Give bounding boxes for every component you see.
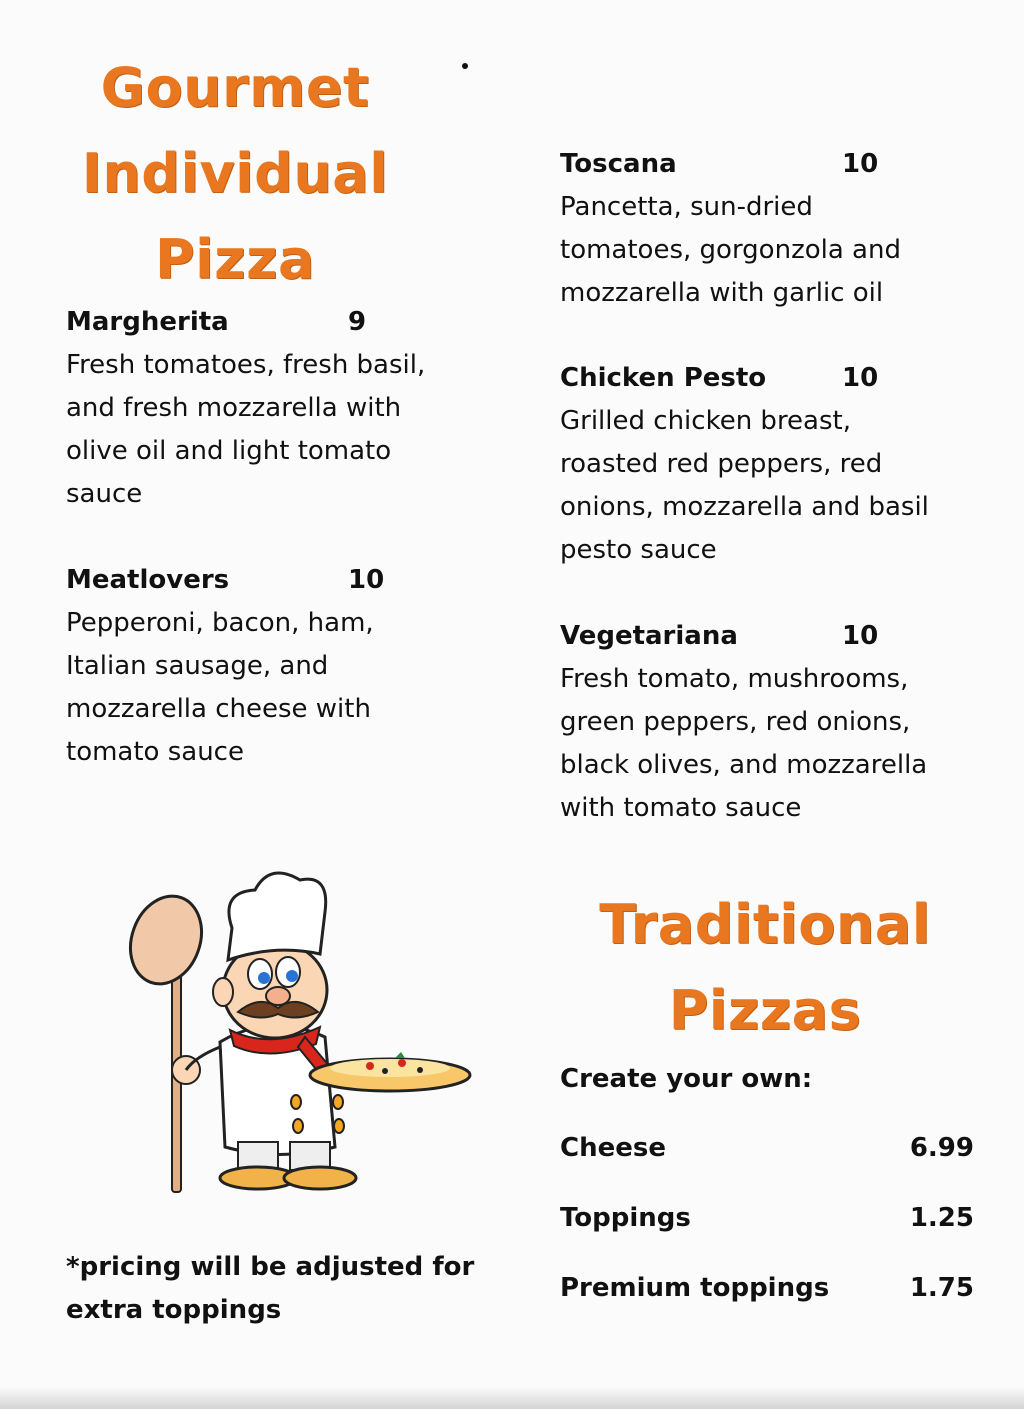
description-line: Pepperoni, bacon, ham, [66,608,374,638]
note-line: extra toppings [66,1295,282,1325]
price-row-label: Premium toppings [560,1273,830,1303]
price-row-value: 1.75 [909,1273,974,1303]
item-name: Meatlovers [66,565,230,595]
description-line: roasted red peppers, red [560,449,883,479]
menu-item-chicken-pesto [560,357,970,572]
description-line: tomatoes, gorgonzola and [560,235,901,265]
gourmet-heading-line-1: Gourmet [100,56,370,119]
menu-item-meatlovers [66,559,476,774]
price-row-cheese [560,1127,974,1170]
traditional-heading-line-1: Traditional [599,893,931,956]
menu-item-toscana [560,143,970,315]
description-line: Pancetta, sun-dried [560,192,813,222]
item-price: 10 [842,621,879,651]
description-line: tomato sauce [66,737,244,767]
ink-speck [462,63,468,69]
gourmet-heading-line-3: Pizza [155,228,315,291]
price-row-value: 1.25 [909,1203,974,1233]
description-line: Italian sausage, and [66,651,329,681]
description-line: black olives, and mozzarella [560,750,928,780]
description-line: onions, mozzarella and basil [560,492,929,522]
price-row-label: Toppings [560,1203,691,1233]
create-your-own-label: Create your own: [560,1064,813,1094]
menu-item-margherita [66,301,476,516]
item-name: Toscana [560,149,677,179]
description-line: Fresh tomatoes, fresh basil, [66,350,426,380]
item-description [66,344,476,516]
note-line: *pricing will be adjusted for [66,1252,475,1282]
item-description [66,602,476,774]
traditional-heading [565,882,965,1054]
price-row-premium-toppings [560,1267,974,1310]
item-price: 10 [842,149,879,179]
gourmet-heading [40,45,430,303]
price-row-toppings [560,1197,974,1240]
description-line: olive oil and light tomato [66,436,392,466]
menu-item-vegetariana [560,615,970,830]
chef-with-pizza-illustration [120,862,480,1202]
description-line: sauce [66,479,143,509]
price-row-label: Cheese [560,1133,666,1163]
price-row-value: 6.99 [909,1133,974,1163]
item-price: 9 [348,307,367,337]
description-line: mozzarella with garlic oil [560,278,884,308]
item-description [560,186,970,315]
description-line: Grilled chicken breast, [560,406,851,436]
description-line: with tomato sauce [560,793,802,823]
item-description [560,400,970,572]
item-price: 10 [842,363,879,393]
pricing-note [66,1246,506,1332]
description-line: mozzarella cheese with [66,694,371,724]
description-line: and fresh mozzarella with [66,393,402,423]
description-line: Fresh tomato, mushrooms, [560,664,909,694]
description-line: green peppers, red onions, [560,707,911,737]
item-name: Chicken Pesto [560,363,767,393]
item-description [560,658,970,830]
item-price: 10 [348,565,385,595]
traditional-heading-line-2: Pizzas [668,979,862,1042]
description-line: pesto sauce [560,535,717,565]
page-bottom-shadow [0,1387,1024,1409]
gourmet-heading-line-2: Individual [81,142,389,205]
item-name: Vegetariana [560,621,738,651]
item-name: Margherita [66,307,229,337]
